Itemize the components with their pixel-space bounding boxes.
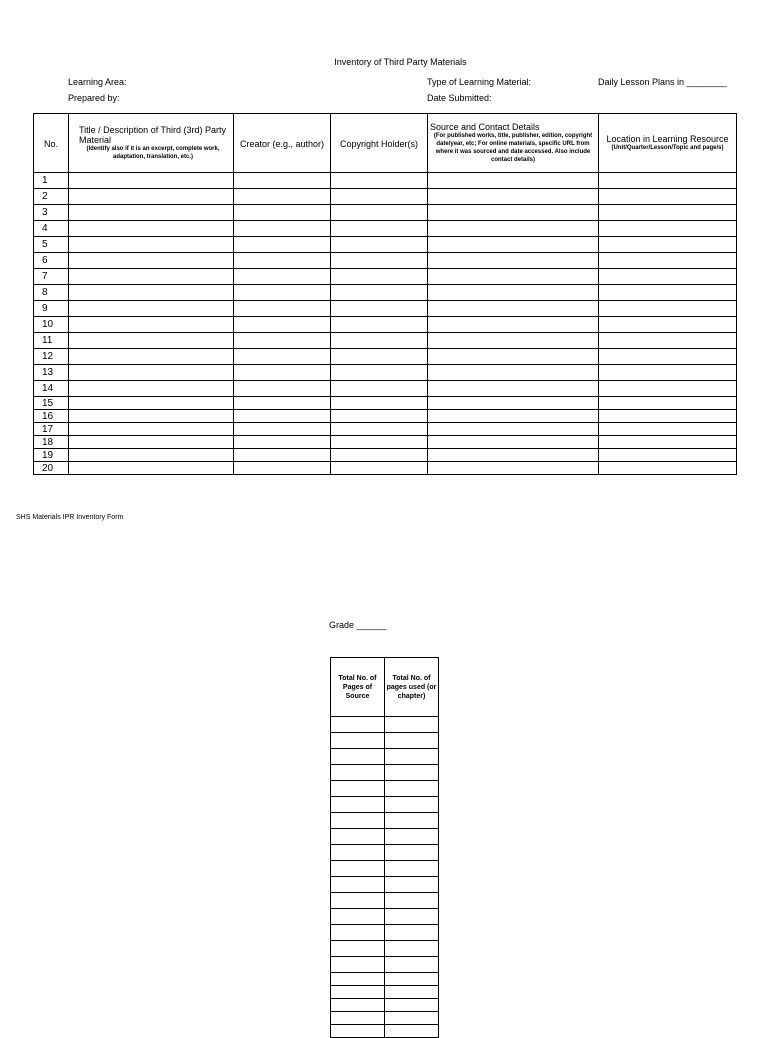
- row-number: 6: [34, 253, 69, 269]
- table-cell: [428, 221, 599, 237]
- table-cell: [428, 189, 599, 205]
- header-total-pages-used: Total No. of pages used (or chapter): [385, 658, 439, 717]
- table-cell: [385, 717, 439, 733]
- row-number: 1: [34, 173, 69, 189]
- header-source-text: Source and Contact Details: [430, 122, 540, 132]
- table-cell: [428, 449, 599, 462]
- header-no: No.: [34, 114, 69, 173]
- table-cell: [69, 269, 234, 285]
- header-title-text: Title / Description of Third (3rd) Party Material: [79, 125, 227, 145]
- row-number: 3: [34, 205, 69, 221]
- table-cell: [331, 765, 385, 781]
- table-row: [34, 381, 737, 397]
- table-cell: [331, 909, 385, 925]
- table-cell: [385, 765, 439, 781]
- table-cell: [331, 436, 428, 449]
- table-cell: [69, 381, 234, 397]
- table-cell: [599, 410, 737, 423]
- table-cell: [331, 986, 385, 999]
- table-cell: [331, 285, 428, 301]
- table-cell: [234, 423, 331, 436]
- table-cell: [385, 845, 439, 861]
- table-cell: [331, 957, 385, 973]
- table-cell: [385, 877, 439, 893]
- table-row: [34, 205, 737, 221]
- table-cell: [428, 253, 599, 269]
- table-cell: [331, 733, 385, 749]
- table-cell: [599, 436, 737, 449]
- table-cell: [331, 410, 428, 423]
- table-row: [34, 349, 737, 365]
- table-cell: [428, 333, 599, 349]
- header-copyright: Copyright Holder(s): [331, 114, 428, 173]
- table-cell: [69, 205, 234, 221]
- table-cell: [385, 829, 439, 845]
- header-title-note: (Identify also if it is an excerpt, complete work, adaptation, translation, etc.): [86, 146, 220, 160]
- table-cell: [599, 317, 737, 333]
- table-row: [34, 253, 737, 269]
- pages-table-header: [331, 658, 439, 717]
- table-cell: [234, 237, 331, 253]
- table-cell: [69, 462, 234, 475]
- table-cell: [234, 449, 331, 462]
- table-row: [34, 397, 737, 410]
- table-cell: [234, 436, 331, 449]
- learning-area-label: Learning Area:: [68, 77, 127, 87]
- table-row: [34, 436, 737, 449]
- table-cell: [331, 1025, 385, 1038]
- table-cell: [69, 349, 234, 365]
- table-cell: [331, 797, 385, 813]
- form-footer: SHS Materials IPR Inventory Form: [16, 514, 124, 521]
- table-cell: [599, 301, 737, 317]
- table-cell: [385, 941, 439, 957]
- table-cell: [331, 877, 385, 893]
- row-number: 4: [34, 221, 69, 237]
- table-cell: [599, 173, 737, 189]
- table-row: [34, 189, 737, 205]
- table-cell: [331, 253, 428, 269]
- daily-lesson-plans-label: Daily Lesson Plans in ________: [598, 77, 727, 87]
- table-row: [331, 941, 439, 957]
- table-row: [331, 861, 439, 877]
- table-cell: [234, 285, 331, 301]
- table-cell: [385, 893, 439, 909]
- table-row: [331, 749, 439, 765]
- table-cell: [599, 423, 737, 436]
- prepared-by-label: Prepared by:: [68, 93, 120, 103]
- table-cell: [331, 749, 385, 765]
- header-title: [69, 114, 234, 173]
- table-cell: [428, 423, 599, 436]
- table-cell: [234, 397, 331, 410]
- table-cell: [599, 205, 737, 221]
- table-row: [331, 877, 439, 893]
- table-cell: [69, 253, 234, 269]
- table-row: [34, 221, 737, 237]
- table-cell: [234, 381, 331, 397]
- table-row: [331, 909, 439, 925]
- table-cell: [331, 462, 428, 475]
- row-number: 5: [34, 237, 69, 253]
- table-cell: [599, 462, 737, 475]
- header-location-note: (Unit/Quarter/Lesson/Topic and page/s): [611, 145, 724, 151]
- table-row: [331, 717, 439, 733]
- table-cell: [385, 999, 439, 1012]
- table-cell: [599, 333, 737, 349]
- table-cell: [234, 462, 331, 475]
- table-cell: [331, 397, 428, 410]
- table-cell: [385, 1012, 439, 1025]
- table-cell: [69, 423, 234, 436]
- table-row: [331, 1012, 439, 1025]
- table-cell: [385, 861, 439, 877]
- table-row: [331, 893, 439, 909]
- row-number: 8: [34, 285, 69, 301]
- row-number: 18: [34, 436, 69, 449]
- table-row: [331, 1025, 439, 1038]
- table-cell: [428, 301, 599, 317]
- table-cell: [331, 349, 428, 365]
- row-number: 2: [34, 189, 69, 205]
- table-cell: [428, 365, 599, 381]
- table-cell: [599, 397, 737, 410]
- table-cell: [385, 781, 439, 797]
- table-cell: [599, 349, 737, 365]
- header-location: [599, 114, 737, 173]
- table-cell: [331, 861, 385, 877]
- row-number: 14: [34, 381, 69, 397]
- table-cell: [69, 317, 234, 333]
- table-cell: [331, 813, 385, 829]
- table-cell: [599, 449, 737, 462]
- header-creator: Creator (e.g., author): [234, 114, 331, 173]
- header-total-pages-source: Total No. of Pages of Source: [331, 658, 385, 717]
- table-row: [34, 365, 737, 381]
- table-cell: [234, 253, 331, 269]
- row-number: 13: [34, 365, 69, 381]
- table-cell: [69, 365, 234, 381]
- table-row: [331, 813, 439, 829]
- table-cell: [331, 173, 428, 189]
- table-row: [331, 845, 439, 861]
- table-cell: [385, 1025, 439, 1038]
- table-cell: [234, 317, 331, 333]
- table-cell: [599, 221, 737, 237]
- table-row: [331, 781, 439, 797]
- table-row: [331, 797, 439, 813]
- table-cell: [331, 423, 428, 436]
- table-cell: [385, 749, 439, 765]
- table-row: [331, 973, 439, 986]
- table-row: [331, 733, 439, 749]
- table-cell: [69, 189, 234, 205]
- table-cell: [385, 733, 439, 749]
- row-number: 12: [34, 349, 69, 365]
- document-title: Inventory of Third Party Materials: [334, 57, 467, 67]
- table-cell: [428, 205, 599, 221]
- table-cell: [599, 237, 737, 253]
- table-cell: [69, 301, 234, 317]
- table-cell: [331, 999, 385, 1012]
- table-row: [34, 423, 737, 436]
- row-number: 17: [34, 423, 69, 436]
- table-cell: [234, 410, 331, 423]
- table-cell: [428, 462, 599, 475]
- table-cell: [69, 285, 234, 301]
- table-cell: [428, 317, 599, 333]
- table-cell: [385, 813, 439, 829]
- table-cell: [599, 253, 737, 269]
- table-row: [34, 462, 737, 475]
- row-number: 7: [34, 269, 69, 285]
- table-cell: [428, 285, 599, 301]
- table-cell: [599, 381, 737, 397]
- table-cell: [331, 365, 428, 381]
- table-cell: [331, 829, 385, 845]
- table-cell: [428, 397, 599, 410]
- table-row: [331, 765, 439, 781]
- table-cell: [385, 973, 439, 986]
- table-cell: [69, 397, 234, 410]
- table-cell: [331, 893, 385, 909]
- table-cell: [385, 957, 439, 973]
- row-number: 10: [34, 317, 69, 333]
- table-cell: [331, 189, 428, 205]
- table-cell: [331, 717, 385, 733]
- table-cell: [234, 205, 331, 221]
- row-number: 20: [34, 462, 69, 475]
- table-cell: [69, 173, 234, 189]
- row-number: 15: [34, 397, 69, 410]
- table-row: [34, 173, 737, 189]
- table-cell: [69, 333, 234, 349]
- table-cell: [331, 781, 385, 797]
- table-cell: [234, 221, 331, 237]
- table-row: [34, 237, 737, 253]
- table-row: [331, 925, 439, 941]
- table-row: [34, 333, 737, 349]
- table-cell: [331, 1012, 385, 1025]
- table-cell: [331, 221, 428, 237]
- table-cell: [234, 333, 331, 349]
- table-cell: [69, 436, 234, 449]
- inventory-table-header: [34, 114, 737, 173]
- table-cell: [599, 365, 737, 381]
- header-source: [428, 114, 599, 173]
- table-row: [34, 301, 737, 317]
- table-cell: [234, 349, 331, 365]
- table-cell: [599, 189, 737, 205]
- table-cell: [69, 221, 234, 237]
- table-cell: [385, 909, 439, 925]
- row-number: 9: [34, 301, 69, 317]
- table-cell: [428, 237, 599, 253]
- row-number: 19: [34, 449, 69, 462]
- table-cell: [428, 349, 599, 365]
- table-cell: [69, 237, 234, 253]
- table-row: [34, 317, 737, 333]
- table-cell: [234, 269, 331, 285]
- table-cell: [234, 365, 331, 381]
- table-cell: [599, 269, 737, 285]
- grade-label: Grade ______: [329, 620, 387, 630]
- table-cell: [234, 173, 331, 189]
- table-cell: [234, 189, 331, 205]
- table-cell: [331, 269, 428, 285]
- table-cell: [385, 986, 439, 999]
- table-cell: [331, 317, 428, 333]
- table-cell: [428, 173, 599, 189]
- inventory-table: [33, 113, 737, 475]
- table-cell: [428, 410, 599, 423]
- table-cell: [599, 285, 737, 301]
- table-row: [34, 410, 737, 423]
- table-cell: [428, 381, 599, 397]
- table-cell: [234, 301, 331, 317]
- pages-table: [330, 657, 439, 1038]
- table-cell: [69, 449, 234, 462]
- table-cell: [385, 797, 439, 813]
- type-of-material-label: Type of Learning Material:: [427, 77, 532, 87]
- table-cell: [331, 301, 428, 317]
- header-location-text: Location in Learning Resource: [606, 134, 729, 144]
- table-row: [34, 449, 737, 462]
- table-cell: [331, 925, 385, 941]
- table-cell: [331, 449, 428, 462]
- table-row: [331, 999, 439, 1012]
- row-number: 11: [34, 333, 69, 349]
- table-cell: [331, 973, 385, 986]
- table-cell: [331, 845, 385, 861]
- table-cell: [428, 436, 599, 449]
- table-cell: [331, 333, 428, 349]
- header-source-note: (For published works, title, publisher, edition, copyright date/year, etc; For online materials, specific URL from where it was sourced and date accessed. Also include contact details): [433, 133, 593, 163]
- table-row: [331, 986, 439, 999]
- table-row: [331, 957, 439, 973]
- table-cell: [331, 237, 428, 253]
- table-cell: [69, 410, 234, 423]
- table-cell: [331, 941, 385, 957]
- row-number: 16: [34, 410, 69, 423]
- table-row: [331, 829, 439, 845]
- table-cell: [428, 269, 599, 285]
- table-cell: [331, 205, 428, 221]
- date-submitted-label: Date Submitted:: [427, 93, 492, 103]
- table-row: [34, 285, 737, 301]
- table-cell: [331, 381, 428, 397]
- table-row: [34, 269, 737, 285]
- table-cell: [385, 925, 439, 941]
